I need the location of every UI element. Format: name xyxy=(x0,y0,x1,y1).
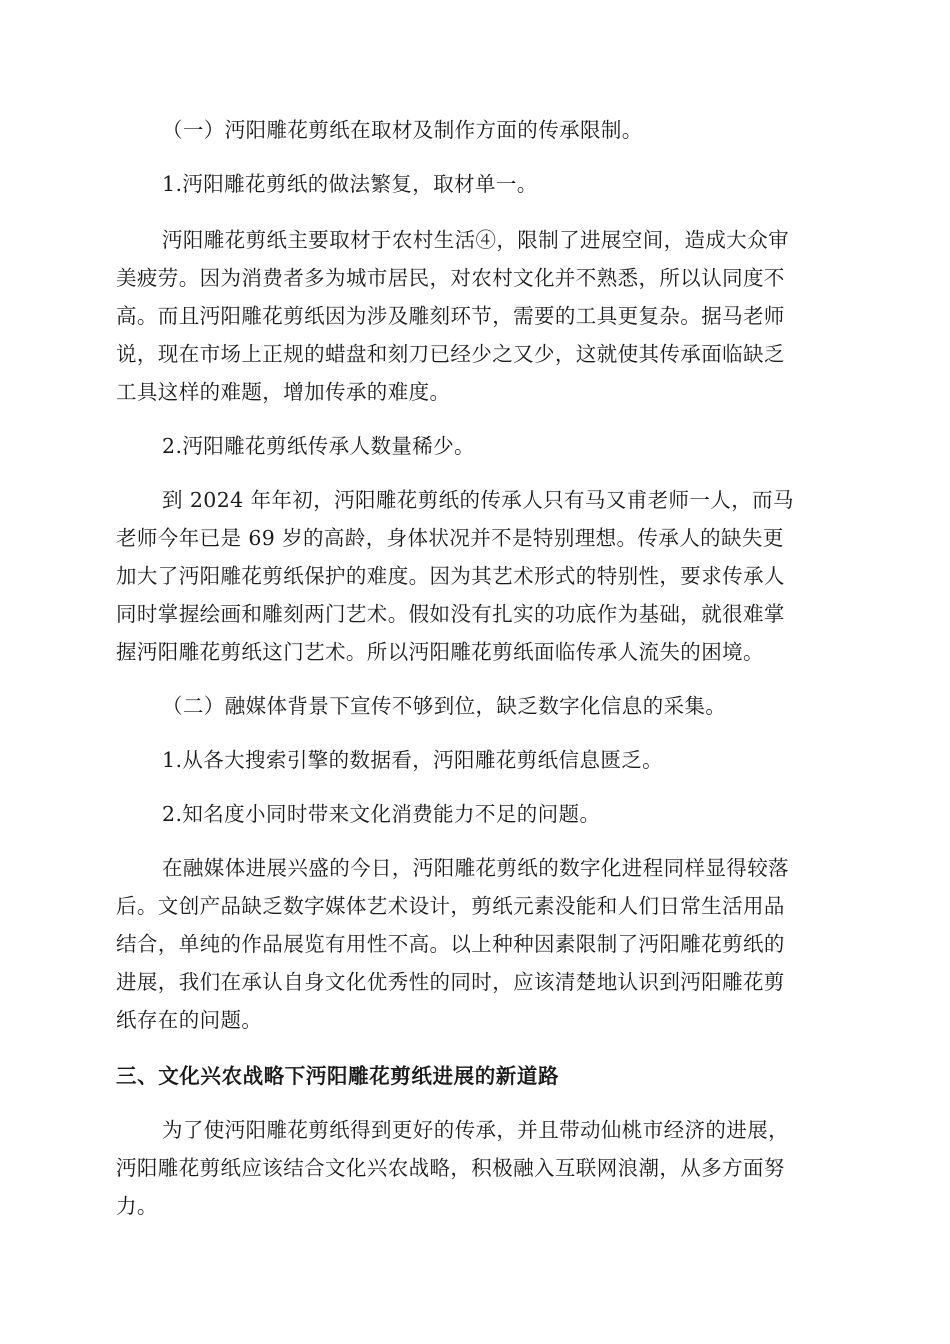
paragraph-line: 说，现在市场上正规的蜡盘和刻刀已经少之又少，这就使其传承面临缺乏 xyxy=(116,342,785,366)
list-item: 1.沔阳雕花剪纸的做法繁复，取材单一。 xyxy=(162,172,538,196)
list-item: 2.沔阳雕花剪纸传承人数量稀少。 xyxy=(162,434,475,458)
paragraph-line: 为了使沔阳雕花剪纸得到更好的传承，并且带动仙桃市经济的进展， xyxy=(162,1118,789,1142)
paragraph-line: 到 2024 年年初，沔阳雕花剪纸的传承人只有马又甫老师一人，而马 xyxy=(162,488,794,512)
paragraph-line: 工具这样的难题，增加传承的难度。 xyxy=(116,380,451,404)
paragraph-line: 力。 xyxy=(116,1194,158,1218)
paragraph-line: 结合，单纯的作品展览有用性不高。以上种种因素限制了沔阳雕花剪纸的 xyxy=(116,932,785,956)
paragraph-line: 老师今年已是 69 岁的高龄，身体状况并不是特别理想。传承人的缺失更 xyxy=(116,526,784,550)
paragraph-line: 沔阳雕花剪纸应该结合文化兴农战略，积极融入互联网浪潮，从多方面努 xyxy=(116,1156,785,1180)
paragraph-line: 纸存在的问题。 xyxy=(116,1008,263,1032)
section-heading: 三、文化兴农战略下沔阳雕花剪纸进展的新道路 xyxy=(116,1064,560,1088)
subsection-heading-1: （一）沔阳雕花剪纸在取材及制作方面的传承限制。 xyxy=(162,118,643,142)
list-item: 1.从各大搜索引擎的数据看，沔阳雕花剪纸信息匮乏。 xyxy=(162,748,664,772)
paragraph-line: 美疲劳。因为消费者多为城市居民，对农村文化并不熟悉，所以认同度不 xyxy=(116,266,785,290)
paragraph-line: 同时掌握绘画和雕刻两门艺术。假如没有扎实的功底作为基础，就很难掌 xyxy=(116,602,785,626)
paragraph-line: 后。文创产品缺乏数字媒体艺术设计，剪纸元素没能和人们日常生活用品 xyxy=(116,894,785,918)
paragraph-line: 在融媒体进展兴盛的今日，沔阳雕花剪纸的数字化进程同样显得较落 xyxy=(162,856,789,880)
subsection-heading-2: （二）融媒体背景下宣传不够到位，缺乏数字化信息的采集。 xyxy=(162,694,727,718)
list-item: 2.知名度小同时带来文化消费能力不足的问题。 xyxy=(162,802,601,826)
paragraph-line: 握沔阳雕花剪纸这门艺术。所以沔阳雕花剪纸面临传承人流失的困境。 xyxy=(116,640,764,664)
paragraph-line: 进展，我们在承认自身文化优秀性的同时，应该清楚地认识到沔阳雕花剪 xyxy=(116,970,785,994)
paragraph-line: 高。而且沔阳雕花剪纸因为涉及雕刻环节，需要的工具更复杂。据马老师 xyxy=(116,304,785,328)
paragraph-line: 加大了沔阳雕花剪纸保护的难度。因为其艺术形式的特别性，要求传承人 xyxy=(116,564,785,588)
paragraph-line: 沔阳雕花剪纸主要取材于农村生活④，限制了进展空间，造成大众审 xyxy=(162,228,789,252)
